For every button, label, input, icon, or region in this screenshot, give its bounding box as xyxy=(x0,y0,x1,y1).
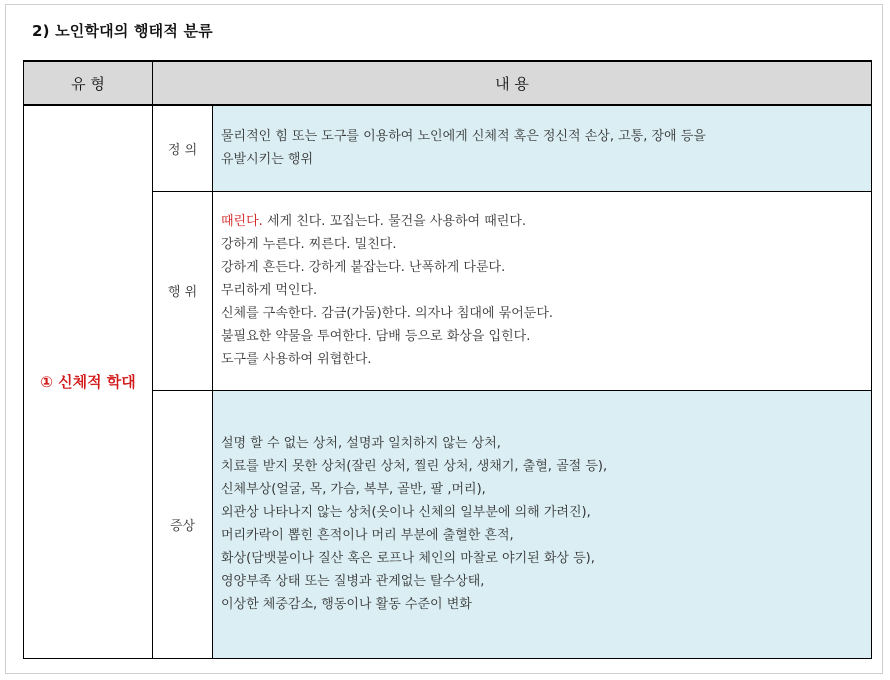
header-content: 내 용 xyxy=(153,61,872,105)
symptom-line: 설명 할 수 없는 상처, 설명과 일치하지 않는 상처, xyxy=(221,436,501,451)
symptoms-content xyxy=(213,390,872,658)
symptom-line: 신체부상(얼굴, 목, 가슴, 복부, 골반, 팔 ,머리), xyxy=(221,482,486,497)
behavior-highlight: 때린다. xyxy=(221,214,263,229)
behavior-line: 강하게 누른다. 찌른다. 밀친다. xyxy=(221,237,397,252)
behavior-line: 불필요한 약물을 투여한다. 담배 등으로 화상을 입힌다. xyxy=(221,329,531,344)
definition-line: 물리적인 힘 또는 도구를 이용하여 노인에게 신체적 혹은 정신적 손상, 고통, 장애 등을 xyxy=(221,129,706,145)
symptom-line: 영양부족 상태 또는 질병과 관계없는 탈수상태, xyxy=(221,574,485,589)
symptom-line: 치료를 받지 못한 상처(잘린 상처, 찔린 상처, 생채기, 출혈, 골절 등), xyxy=(221,459,608,474)
behavior-line: 무리하게 먹인다. xyxy=(221,283,318,298)
symptom-line: 화상(담뱃불이나 질산 혹은 로프나 체인의 마찰로 야기된 화상 등), xyxy=(221,551,595,566)
section-title: 2) 노인학대의 행태적 분류 xyxy=(32,22,213,40)
behavior-line: 강하게 흔든다. 강하게 붙잡는다. 난폭하게 다룬다. xyxy=(221,260,506,275)
row-label-behavior: 행 위 xyxy=(153,191,213,390)
behavior-line-rest: 세게 친다. 꼬집는다. 물건을 사용하여 때린다. xyxy=(262,214,527,229)
behavior-line: 신체를 구속한다. 감금(가둠)한다. 의자나 침대에 묶어둔다. xyxy=(221,306,554,321)
table-row-definition xyxy=(24,105,872,191)
behavior-line: 도구를 사용하여 위협한다. xyxy=(221,352,372,367)
definition-content xyxy=(213,105,872,191)
row-label-definition: 정 의 xyxy=(153,105,213,191)
symptom-line: 외관상 나타나지 않는 상처(옷이나 신체의 일부분에 의해 가려진), xyxy=(221,505,591,520)
header-type: 유 형 xyxy=(24,61,153,105)
table-header-row xyxy=(24,61,872,105)
definition-line: 유발시키는 행위 xyxy=(221,152,314,168)
behavior-line xyxy=(221,210,863,233)
type-label: ① 신체적 학대 xyxy=(24,105,153,658)
classification-table xyxy=(23,60,872,659)
row-label-symptoms: 증상 xyxy=(153,390,213,658)
symptom-line: 이상한 체중감소, 행동이나 활동 수준이 변화 xyxy=(221,597,472,612)
behavior-content xyxy=(213,191,872,390)
symptom-line: 머리카락이 뽑힌 흔적이나 머리 부분에 출혈한 흔적, xyxy=(221,528,514,543)
